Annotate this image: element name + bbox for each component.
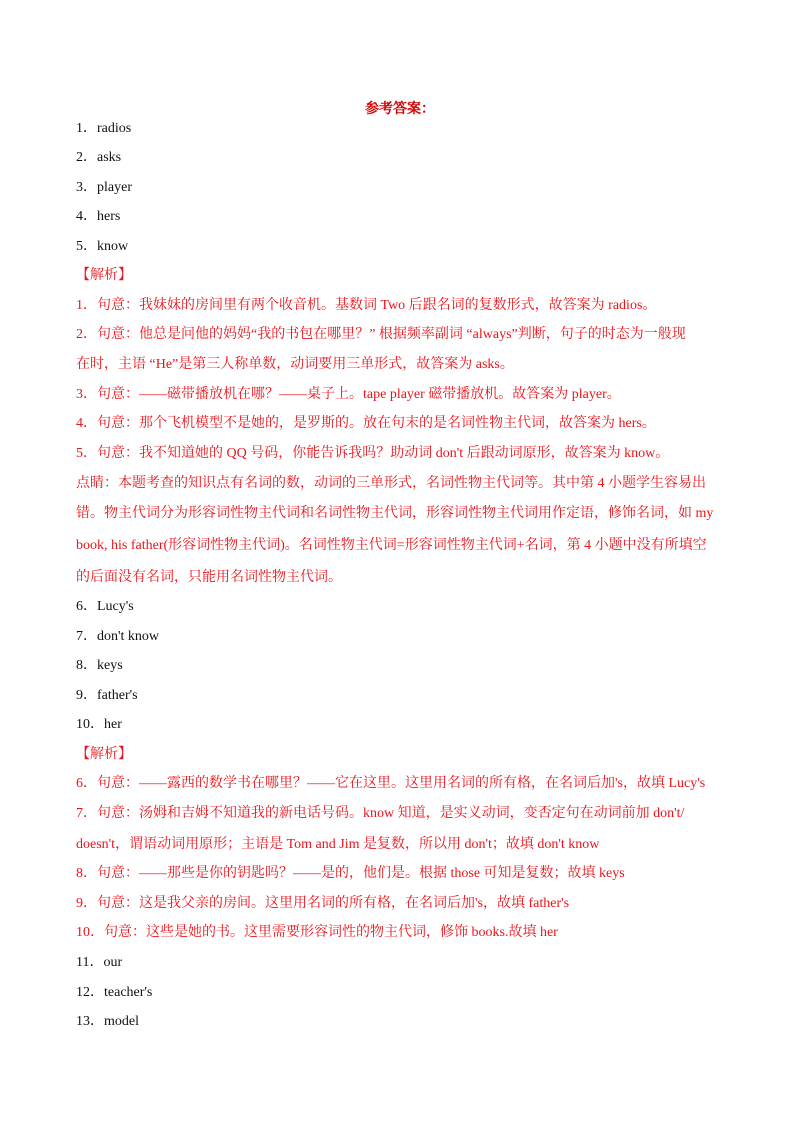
analysis-line: 5．句意：我不知道她的 QQ 号码，你能告诉我吗？助动词 don't 后跟动词原形，故答案为 know。 bbox=[76, 446, 670, 461]
answer-item: 9．father's bbox=[76, 688, 138, 703]
analysis-line: 在时，主语 “He”是第三人称单数，动词要用三单形式，故答案为 asks。 bbox=[76, 357, 514, 372]
analysis-line: 8．句意：——那些是你的钥匙吗？——是的，他们是。根据 those 可知是复数；故填 keys bbox=[76, 866, 625, 881]
note-line: 点睛：本题考查的知识点有名词的数，动词的三单形式，名词性物主代词等。其中第 4 小题学生容易出 bbox=[76, 476, 706, 491]
analysis-line: 7．句意：汤姆和吉姆不知道我的新电话号码。know 知道，是实义动词，变否定句在动词前加 don't/ bbox=[76, 806, 685, 821]
answer-item: 10．her bbox=[76, 717, 122, 732]
analysis-line: doesn't，谓语动词用原形；主语是 Tom and Jim 是复数，所以用 don't；故填 don't know bbox=[76, 837, 600, 852]
analysis-line: 1．句意：我妹妹的房间里有两个收音机。基数词 Two 后跟名词的复数形式，故答案为 radios。 bbox=[76, 298, 657, 313]
note-line: 错。物主代词分为形容词性物主代词和名词性物主代词，形容词性物主代词用作定语，修饰名词，如 my bbox=[76, 506, 714, 521]
analysis-line: 6．句意：——露西的数学书在哪里？——它在这里。这里用名词的所有格，在名词后加's，故填 Lucy's bbox=[76, 776, 706, 791]
analysis-line: 2．句意：他总是问他的妈妈“我的书包在哪里？” 根据频率副词 “always”判断，句子的时态为一般现 bbox=[76, 327, 686, 342]
answer-item: 1．radios bbox=[76, 121, 132, 136]
answer-item: 6．Lucy's bbox=[76, 599, 134, 614]
analysis-label: 【解析】 bbox=[76, 268, 132, 283]
answer-item: 5．know bbox=[76, 239, 129, 254]
answer-item: 4．hers bbox=[76, 209, 121, 224]
answer-item: 13．model bbox=[76, 1014, 139, 1029]
note-line: 的后面没有名词，只能用名词性物主代词。 bbox=[76, 570, 342, 585]
answer-item: 3．player bbox=[76, 180, 132, 195]
note-line: book, his father(形容词性物主代词)。名词性物主代词=形容词性物主代词+名词，第 4 小题中没有所填空 bbox=[76, 538, 707, 553]
answer-item: 2．asks bbox=[76, 150, 122, 165]
answer-item: 7．don't know bbox=[76, 629, 160, 644]
answer-item: 11．our bbox=[76, 955, 123, 970]
answer-item: 8．keys bbox=[76, 658, 123, 673]
analysis-label: 【解析】 bbox=[76, 747, 132, 762]
page-title: 参考答案： bbox=[365, 102, 435, 117]
analysis-line: 10．句意：这些是她的书。这里需要形容词性的物主代词，修饰 books.故填 her bbox=[76, 925, 558, 940]
answer-item: 12．teacher's bbox=[76, 985, 153, 1000]
analysis-line: 9．句意：这是我父亲的房间。这里用名词的所有格，在名词后加's，故填 father's bbox=[76, 896, 570, 911]
analysis-line: 3．句意：——磁带播放机在哪？——桌子上。tape player 磁带播放机。故答案为 player。 bbox=[76, 387, 621, 402]
analysis-line: 4．句意：那个飞机模型不是她的，是罗斯的。放在句末的是名词性物主代词，故答案为 hers。 bbox=[76, 416, 656, 431]
